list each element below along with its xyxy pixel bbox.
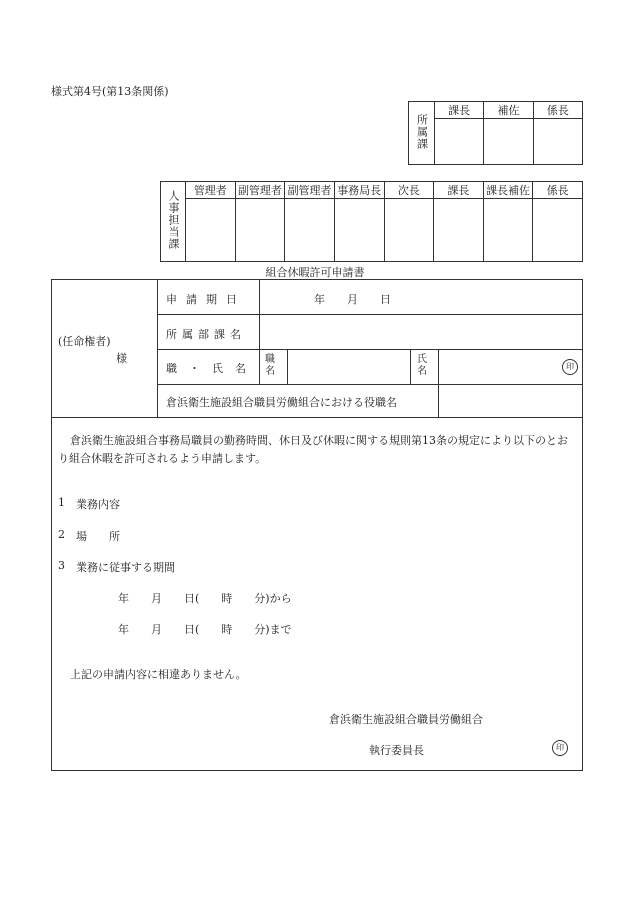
declaration: 上記の申請内容に相違ありません。 [70,668,247,681]
hr-col-head: 係長 [533,182,583,199]
union-name: 倉浜衛生施設組合職員労働組合 [329,713,483,726]
addressee-honorific: 様 [116,352,127,365]
item-3-number: 3 [58,559,65,572]
item-1-label: 業務内容 [76,498,120,511]
name-input[interactable] [442,352,554,380]
period-from[interactable]: 年 月 日( 時 分)から [118,592,292,605]
application-form [51,279,583,771]
item-2-label: 場 所 [76,530,120,543]
addressee-authority: (任命権者) [58,335,111,348]
signer-title: 執行委員長 [369,744,424,757]
section-stamp-cell[interactable] [435,119,484,165]
hr-col-head: 副管理者 [285,182,335,199]
hr-col-head: 課長補佐 [483,182,533,199]
position-input[interactable] [292,352,406,380]
department-label: 所属部課名 [166,328,246,341]
item-3-label: 業務に従事する期間 [76,561,175,574]
section-col-head: 課長 [435,102,484,119]
position-name-label: 職・氏名 [166,362,258,375]
union-role-input[interactable] [442,388,578,414]
hr-stamp-cell[interactable] [334,199,384,262]
section-approval-table [408,101,583,165]
department-input[interactable] [264,320,580,346]
signer-seal: 印 [552,740,568,756]
form-number: 様式第4号(第13条関係) [51,85,169,98]
union-role-label: 倉浜衛生施設組合職員労働組合における役職名 [166,396,397,409]
application-date-label: 申請期日 [166,293,246,306]
name-sublabel: 氏名 [417,354,427,377]
hr-stamp-cell[interactable] [434,199,484,262]
application-date-value[interactable]: 年 月 日 [314,293,391,306]
hr-stamp-cell[interactable] [384,199,434,262]
section-stamp-cell[interactable] [533,119,582,165]
section-col-head: 補佐 [484,102,533,119]
period-to[interactable]: 年 月 日( 時 分)まで [118,623,292,636]
hr-col-head: 管理者 [186,182,236,199]
item-2-number: 2 [58,528,65,541]
hr-stamp-cell[interactable] [533,199,583,262]
hr-stamp-cell[interactable] [285,199,335,262]
applicant-seal: 印 [562,359,578,375]
header-divider [52,417,582,418]
hr-approval-label: 人事担当課 [161,182,186,262]
hr-approval-table [160,181,583,262]
section-col-head: 係長 [533,102,582,119]
application-paragraph: 倉浜衛生施設組合事務局職員の勤務時間、休日及び休暇に関する規則第13条の規定により以下のとおり組合休暇を許可されるよう申請します。 [58,434,568,465]
document-title: 組合休暇許可申請書 [265,266,365,279]
hr-stamp-cell[interactable] [235,199,285,262]
hr-col-head: 事務局長 [334,182,384,199]
hr-stamp-cell[interactable] [483,199,533,262]
hr-col-head: 副管理者 [235,182,285,199]
hr-col-head: 次長 [384,182,434,199]
section-stamp-cell[interactable] [484,119,533,165]
hr-stamp-cell[interactable] [186,199,236,262]
item-1-number: 1 [58,496,65,509]
section-approval-label: 所属課 [409,102,435,165]
hr-col-head: 課長 [434,182,484,199]
position-sublabel: 職名 [265,354,275,377]
